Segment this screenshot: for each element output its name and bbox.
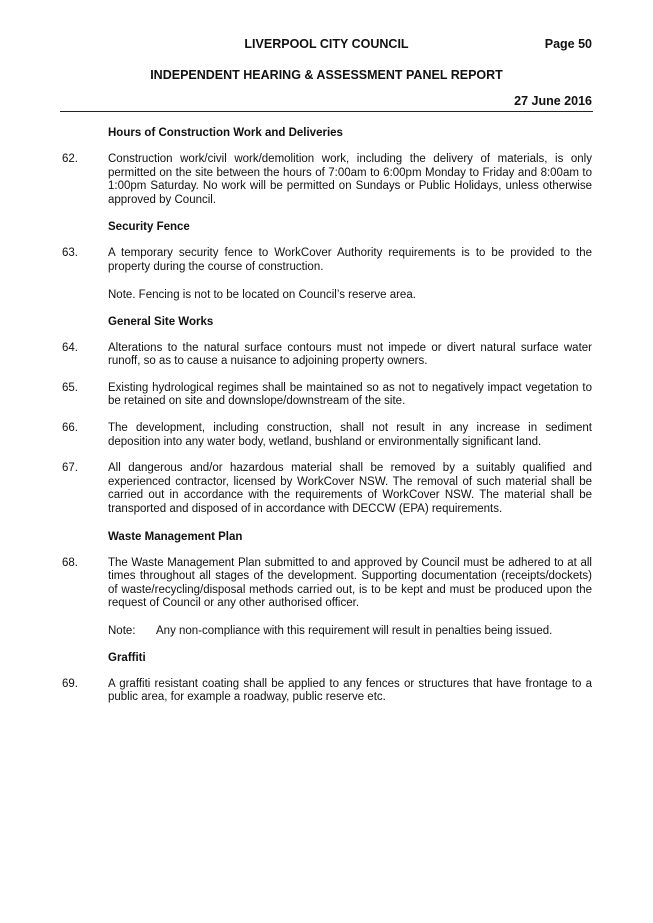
condition-text: The development, including construction, shall not result in any increase in sediment deposition into any water body, wetland, bushland or environmentally significant land. <box>108 421 592 448</box>
section-heading: Security Fence <box>108 221 190 234</box>
condition-item <box>62 557 592 611</box>
document-body <box>62 126 592 718</box>
page-number: Page 50 <box>544 37 592 51</box>
condition-item <box>62 422 592 449</box>
condition-number: 67. <box>62 462 78 475</box>
condition-number: 64. <box>62 341 78 354</box>
section-heading: General Site Works <box>108 315 214 328</box>
condition-text: A graffiti resistant coating shall be applied to any fences or structures that have frontage to a public area, for example a roadway, public reserve etc. <box>108 677 592 704</box>
condition-number: 65. <box>62 381 78 394</box>
condition-number: 62. <box>62 153 78 165</box>
condition-text: Construction work/civil work/demolition work, including the delivery of materials, is only permitted on the site between the hours of 7:00am to 6:00pm Monday to Friday and 8:00am to 1:00pm Saturday. No work will be permitted on Sundays or Public Holidays, unless otherwise approved by Council. <box>108 153 592 206</box>
section-graffiti <box>62 651 592 705</box>
condition-number: 68. <box>62 556 78 569</box>
condition-item <box>62 462 592 516</box>
condition-text: Existing hydrological regimes shall be maintained so as not to negatively impact vegetation to be retained on site and downslope/downstream of the site. <box>108 381 592 408</box>
condition-text: All dangerous and/or hazardous material shall be removed by a suitably qualified and experienced contractor, licensed by WorkCover NSW. The removal of such material shall be carried out in accordance with the requirements of WorkCover NSW. The material shall be transported and disposed of in accordance with DECCW (EPA) requirements. <box>108 462 592 515</box>
condition-item <box>62 382 592 409</box>
condition-number: 69. <box>62 677 78 690</box>
header-divider <box>60 111 593 112</box>
condition-item <box>62 247 592 274</box>
note-label: Note: <box>108 624 136 637</box>
fence-note: Note. Fencing is not to be located on Council’s reserve area. <box>108 288 416 301</box>
section-heading: Hours of Construction Work and Deliveries <box>108 127 343 139</box>
condition-text: Alterations to the natural surface contours must not impede or divert natural surface water runoff, so as to cause a nuisance to adjoining property owners. <box>108 341 592 368</box>
section-heading: Waste Management Plan <box>108 530 243 543</box>
condition-text: The Waste Management Plan submitted to and approved by Council must be adhered to at all times throughout all stages of the development. Supporting documentation (receipts/dockets) of waste/recycling/disposal methods carried out, is to be kept and must be produced upon the request of Council or any other authorised officer. <box>108 556 592 610</box>
condition-item <box>62 678 592 705</box>
condition-text: A temporary security fence to WorkCover Authority requirements is to be provided to the property during the course of construction. <box>108 247 592 273</box>
condition-number: 63. <box>62 247 78 260</box>
section-general-site-works <box>62 315 592 517</box>
condition-item <box>62 342 592 369</box>
council-name-header: LIVERPOOL CITY COUNCIL <box>244 37 409 51</box>
condition-number: 66. <box>62 421 78 434</box>
section-heading: Graffiti <box>108 651 146 664</box>
report-date: 27 June 2016 <box>514 94 592 108</box>
section-security-fence <box>62 220 592 301</box>
waste-note <box>108 624 592 638</box>
note-text: Any non-compliance with this requirement will result in penalties being issued. <box>156 624 553 637</box>
section-hours-of-construction <box>62 126 592 207</box>
report-title: INDEPENDENT HEARING & ASSESSMENT PANEL REPORT <box>150 68 503 82</box>
condition-item <box>62 153 592 207</box>
section-waste-management-plan <box>62 530 592 638</box>
